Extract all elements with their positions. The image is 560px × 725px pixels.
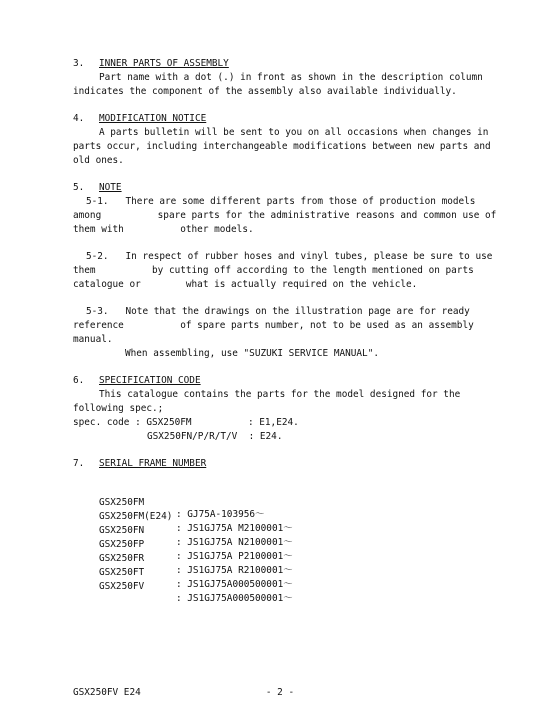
section-6-text: following spec.; [73,403,164,414]
section-5-title: NOTE [99,182,122,193]
section-6-number: 6. [73,375,85,386]
note-5-1-text: 5-1. There are some different parts from those of production models [86,196,476,207]
serial-number: : JS1GJ75A P2100001～ [176,551,293,562]
section-3-number: 3. [73,58,85,69]
spec-code-line: spec. code : GSX250FM : E1,E24. [73,417,299,428]
note-5-1-text: them with other models. [73,224,254,235]
spec-code-line: GSX250FN/P/R/T/V : E24. [147,431,283,442]
model-code: GSX250FN [99,525,145,536]
section-3-title: INNER PARTS OF ASSEMBLY [99,58,229,69]
serial-number: : JS1GJ75A N2100001～ [176,537,293,548]
section-4-number: 4. [73,113,85,124]
section-3-text: indicates the component of the assembly also available individually. [73,86,457,97]
model-code: GSX250FR [99,553,145,564]
section-4-text: old ones. [73,155,124,166]
serial-number: : JS1GJ75A000500001～ [176,593,293,604]
section-7-number: 7. [73,458,85,469]
section-6-text: This catalogue contains the parts for the model designed for the [99,389,461,400]
serial-number: : GJ75A-103956～ [176,509,265,520]
note-5-2-text: them by cutting off according to the length mentioned on parts [73,265,474,276]
model-code: GSX250FP [99,539,145,550]
model-code: GSX250FT [99,567,145,578]
section-4-text: A parts bulletin will be sent to you on all occasions when changes in [99,127,489,138]
serial-number: : JS1GJ75A R2100001～ [176,565,293,576]
model-code: GSX250FM [99,497,145,508]
note-5-3-text: 5-3. Note that the drawings on the illustration page are for ready [86,306,470,317]
note-5-2-text: 5-2. In respect of rubber hoses and vinyl tubes, please be sure to use [86,251,493,262]
section-5-number: 5. [73,182,85,193]
model-code: GSX250FV [99,581,145,592]
note-5-3-text: When assembling, use "SUZUKI SERVICE MANUAL". [125,348,379,359]
section-4-text: parts occur, including interchangeable modifications between new parts and [73,141,491,152]
section-3-text: Part name with a dot (.) in front as shown in the description column [99,72,483,83]
section-7-title: SERIAL FRAME NUMBER [99,458,207,469]
note-5-1-text: among spare parts for the administrative reasons and common use of [73,210,497,221]
model-code: GSX250FM(E24) [99,511,173,522]
page-number: - 2 - [265,687,295,698]
note-5-2-text: catalogue or what is actually required on the vehicle. [73,279,418,290]
section-6-title: SPECIFICATION CODE [99,375,201,386]
footer-model-code: GSX250FV E24 [73,687,141,698]
serial-number: : JS1GJ75A000500001～ [176,579,293,590]
serial-number: : JS1GJ75A M2100001～ [176,523,293,534]
note-5-3-text: manual. [73,334,113,345]
section-4-title: MODIFICATION NOTICE [99,113,207,124]
note-5-3-text: reference of spare parts number, not to be used as an assembly [73,320,474,331]
